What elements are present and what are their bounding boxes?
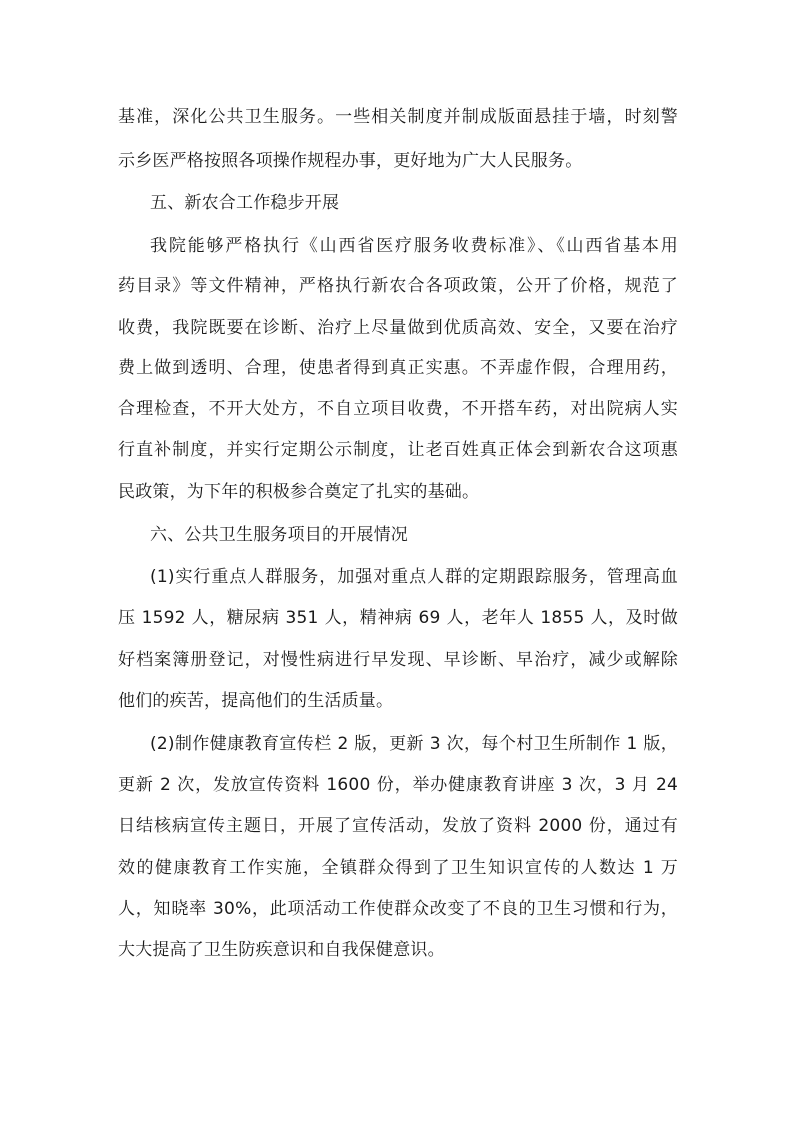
text-line-2: 示乡医严格按照各项操作规程办事，更好地为广大人民服务。 [118, 151, 583, 171]
text-line-14: 好档案簿册登记，对慢性病进行早发现、早诊断、早治疗，减少或解除 [118, 650, 678, 670]
text-line-15: 他们的疾苦，提高他们的生活质量。 [118, 691, 394, 711]
text-line-18: 日结核病宣传主题日，开展了宣传活动，发放了资料 2000 份，通过有 [118, 816, 678, 836]
text-line-20: 人，知晓率 30%，此项活动工作使群众改变了不良的卫生习惯和行为， [118, 899, 678, 919]
text-line-1: 基准，深化公共卫生服务。一些相关制度并制成版面悬挂于墙，时刻警 [118, 107, 678, 127]
section-heading-5: 五、新农合工作稳步开展 [150, 193, 340, 213]
text-line-8: 合理检查，不开大处方，不自立项目收费，不开搭车药，对出院病人实 [118, 399, 678, 419]
text-line-19: 效的健康教育工作实施，全镇群众得到了卫生知识宣传的人数达 1 万 [118, 858, 678, 878]
text-line-4: 我院能够严格执行《山西省医疗服务收费标准》、《山西省基本用 [150, 236, 678, 256]
text-line-16: (2)制作健康教育宣传栏 2 版，更新 3 次，每个村卫生所制作 1 版， [150, 734, 678, 754]
text-line-5: 药目录》等文件精神，严格执行新农合各项政策，公开了价格，规范了 [118, 276, 678, 296]
text-line-21: 大大提高了卫生防疾意识和自我保健意识。 [118, 940, 445, 960]
text-line-7: 费上做到透明、合理，使患者得到真正实惠。不弄虚作假，合理用药， [118, 358, 678, 378]
text-line-17: 更新 2 次，发放宣传资料 1600 份，举办健康教育讲座 3 次，3 月 24 [118, 775, 678, 795]
text-line-9: 行直补制度，并实行定期公示制度，让老百姓真正体会到新农合这项惠 [118, 440, 678, 460]
text-line-6: 收费，我院既要在诊断、治疗上尽量做到优质高效、安全，又要在治疗 [118, 318, 678, 338]
section-heading-6: 六、公共卫生服务项目的开展情况 [150, 525, 408, 545]
text-line-13: 压 1592 人，糖尿病 351 人，精神病 69 人，老年人 1855 人，及时做 [118, 608, 678, 628]
text-line-12: (1)实行重点人群服务，加强对重点人群的定期跟踪服务，管理高血 [150, 567, 678, 587]
text-line-10: 民政策，为下年的积极参合奠定了扎实的基础。 [118, 482, 480, 502]
